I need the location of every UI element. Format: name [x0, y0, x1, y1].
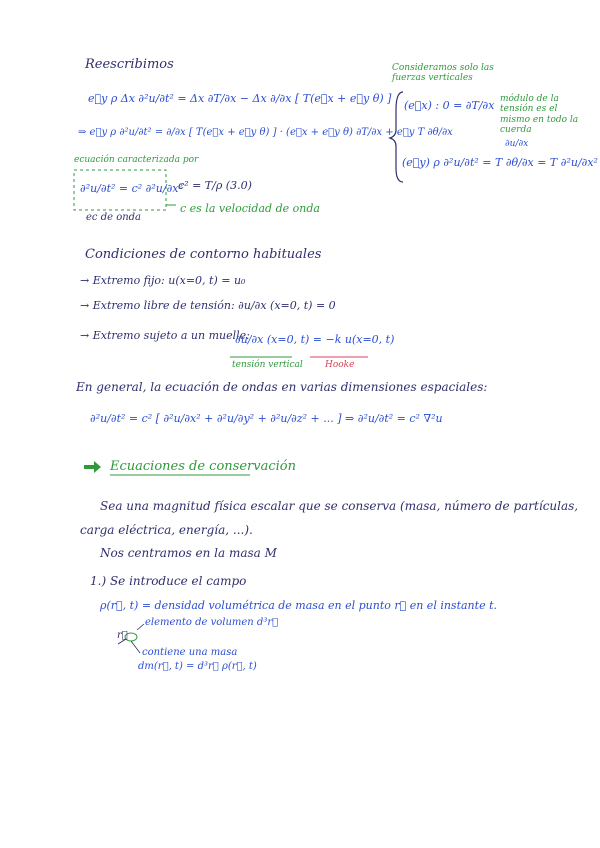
- boundary-spring-end: → Extremo sujeto a un muelle:: [80, 329, 250, 342]
- paragraph-scalar-line2: carga eléctrica, energía, ...).: [80, 523, 253, 537]
- equation-y-component: (e⃗y) ρ ∂²u/∂t² = T ∂θ/∂x = T ∂²u/∂x²: [402, 156, 598, 169]
- boundary-fixed-end: → Extremo fijo: u(x=0, t) = u₀: [80, 274, 246, 287]
- paragraph-mass-focus: Nos centramos en la masa M: [100, 546, 277, 560]
- boundary-spring-equation: ∂u/∂x (x=0, t) = −k u(x=0, t): [235, 333, 395, 346]
- step-introduce-field: 1.) Se introduce el campo: [90, 574, 247, 588]
- note-vertical-forces: Consideramos solo las fuerzas verticales: [392, 63, 494, 84]
- note-wave-speed: c es la velocidad de onda: [180, 202, 320, 215]
- note-tension-constant: módulo de la tensión es el mismo en todo la cuerda: [500, 94, 579, 136]
- density-definition: ρ(r⃗, t) = densidad volumétrica de masa en el punto r⃗ en el instante t.: [100, 599, 497, 612]
- equation-momentum-expanded: ⇒ e⃗y ρ ∂²u/∂t² = ∂/∂x [ T(e⃗x + e⃗y θ) ] · (e⃗x + e⃗y θ) ∂T/∂x + e⃗y T ∂θ/∂x: [78, 127, 453, 138]
- section-title-boundary: Condiciones de contorno habituales: [85, 247, 322, 262]
- label-r-vector: r⃗: [117, 630, 128, 641]
- general-wave-equation: ∂²u/∂t² = c² [ ∂²u/∂x² + ∂²u/∂y² + ∂²u/∂z² + ... ] ⇒ ∂²u/∂t² = c² ∇²u: [90, 412, 443, 425]
- label-wave-equation: ec de onda: [86, 212, 142, 223]
- wave-equation: ∂²u/∂t² = c² ∂²u/∂x²: [80, 182, 183, 195]
- section-title-conservation: Ecuaciones de conservación: [110, 459, 296, 474]
- heading-arrowhead: [94, 461, 101, 473]
- elem-pointer: [137, 624, 144, 630]
- mass-element-equation: dm(r⃗, t) = d³r⃗ ρ(r⃗, t): [138, 661, 257, 672]
- section-title-rewrite: Reescribimos: [85, 57, 174, 72]
- equation-small-du-dx: ∂u/∂x: [505, 139, 529, 149]
- label-vertical-tension: tensión vertical: [232, 360, 303, 370]
- general-wave-intro: En general, la ecuación de ondas en varias dimensiones espaciales:: [76, 380, 488, 394]
- dm-pointer: [131, 641, 140, 653]
- label-hooke: Hooke: [325, 360, 355, 370]
- equation-x-component: (e⃗x) : 0 = ∂T/∂x: [404, 99, 495, 112]
- note-volume-element: elemento de volumen d³r⃗: [145, 617, 279, 628]
- equation-momentum: e⃗y ρ Δx ∂²u/∂t² = Δx ∂T/∂x − Δx ∂/∂x [ T(e⃗x + e⃗y θ) ]: [88, 92, 392, 105]
- note-contains-mass: contiene una masa: [142, 647, 238, 658]
- note-wave-label: ecuación caracterizada por: [74, 155, 199, 165]
- boundary-free-end: → Extremo libre de tensión: ∂u/∂x (x=0, t) = 0: [80, 299, 336, 312]
- paragraph-scalar-line1: Sea una magnitud física escalar que se conserva (masa, número de partículas,: [100, 499, 579, 513]
- wave-speed-definition: c² = T/ρ (3.0): [178, 179, 252, 192]
